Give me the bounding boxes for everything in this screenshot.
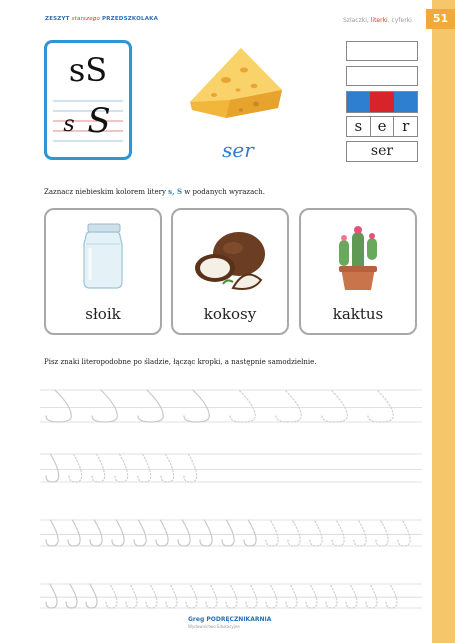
jar-icon (46, 210, 160, 300)
topic-part1: Szlaczki, (343, 17, 369, 24)
trace-shape[interactable] (138, 454, 151, 482)
topic-title (343, 17, 412, 24)
answer-box-1[interactable] (346, 41, 418, 61)
trace-shape[interactable] (398, 520, 410, 546)
letter-card (44, 40, 132, 160)
letter-box: r (393, 117, 417, 136)
trace-shape[interactable] (184, 454, 197, 482)
trace-shape[interactable] (138, 390, 163, 422)
answer-box-2[interactable] (346, 66, 418, 86)
trace-shape[interactable] (92, 390, 117, 422)
trace-shape[interactable] (86, 584, 97, 608)
trace-shape[interactable] (276, 390, 301, 422)
coconut-icon (173, 210, 287, 300)
card-label: kokosy (203, 305, 257, 323)
trace-shape[interactable] (246, 584, 257, 608)
trace-shape[interactable] (184, 390, 209, 422)
series-title-part1: ZESZYT (45, 16, 70, 22)
trace-shape[interactable] (310, 520, 322, 546)
sound-model-cell-3 (394, 92, 417, 112)
task1-text-before: Zaznacz niebieskim kolorem litery (44, 188, 166, 196)
trace-shape[interactable] (66, 584, 77, 608)
trace-shape[interactable] (200, 520, 212, 546)
publisher-logo (188, 616, 271, 630)
trace-shape[interactable] (288, 520, 300, 546)
trace-shape[interactable] (90, 520, 102, 546)
letter-box: e (370, 117, 394, 136)
letter-box: s (354, 117, 363, 135)
sound-model-cell-2 (370, 92, 393, 112)
trace-shape[interactable] (161, 454, 174, 482)
sound-model-cell-1 (347, 92, 370, 112)
trace-shape[interactable] (222, 520, 234, 546)
task1-letters: s, S (168, 187, 183, 196)
task1-instruction (44, 187, 265, 196)
trace-shape[interactable] (46, 454, 59, 482)
task1-text-after: w podanych wyrazach. (184, 188, 265, 196)
trace-shape[interactable] (266, 520, 278, 546)
picture-word (212, 140, 264, 162)
card-label: słoik (85, 305, 121, 323)
trace-shape[interactable] (46, 520, 58, 546)
publisher-name: Greg (188, 616, 205, 623)
trace-shape[interactable] (115, 454, 128, 482)
page-number: 51 (426, 9, 455, 29)
trace-shape[interactable] (326, 584, 337, 608)
word-box: ser (346, 141, 418, 162)
card-label: kaktus (332, 305, 384, 323)
handwriting-lines (47, 43, 129, 157)
series-title (45, 16, 158, 22)
trace-shape[interactable] (92, 454, 105, 482)
series-title-part2: starszego (71, 16, 101, 22)
trace-shape[interactable] (156, 520, 168, 546)
printed-letters: sS (68, 51, 108, 89)
trace-shape[interactable] (386, 584, 397, 608)
trace-shape[interactable] (69, 454, 82, 482)
trace-shape[interactable] (106, 584, 117, 608)
trace-shape[interactable] (146, 584, 157, 608)
trace-shape[interactable] (166, 584, 177, 608)
task2-instruction: Pisz znaki literopodobne po śladzie, łącząc kropki, a następnie samodzielnie. (44, 358, 317, 366)
tracing-area[interactable] (40, 378, 422, 618)
trace-shape[interactable] (266, 584, 277, 608)
trace-shape[interactable] (178, 520, 190, 546)
trace-shape[interactable] (134, 520, 146, 546)
script-letter-big: S (87, 101, 111, 141)
trace-shape[interactable] (286, 584, 297, 608)
brand-sub: Wydawnictwo Edukacyjne (188, 624, 240, 629)
trace-shape[interactable] (368, 390, 393, 422)
script-letter-small: s (63, 112, 75, 137)
trace-shape[interactable] (68, 520, 80, 546)
cactus-icon (301, 210, 415, 300)
trace-shape[interactable] (322, 390, 347, 422)
series-title-part3: PRZEDSZKOLAKA (102, 16, 159, 22)
sound-model (346, 91, 418, 113)
card-kaktus[interactable] (299, 208, 417, 335)
card-sloik[interactable] (44, 208, 162, 335)
side-stripe (432, 0, 455, 643)
trace-shape[interactable] (186, 584, 197, 608)
trace-shape[interactable] (46, 390, 71, 422)
trace-shape[interactable] (366, 584, 377, 608)
trace-shape[interactable] (306, 584, 317, 608)
picture-word-text: ser (222, 140, 254, 162)
trace-shape[interactable] (126, 584, 137, 608)
trace-shape[interactable] (112, 520, 124, 546)
cheese-image (186, 40, 286, 120)
topic-part2: literki (370, 17, 388, 24)
trace-shape[interactable] (376, 520, 388, 546)
trace-shape[interactable] (332, 520, 344, 546)
trace-shape[interactable] (346, 584, 357, 608)
trace-shape[interactable] (46, 584, 57, 608)
trace-shape[interactable] (206, 584, 217, 608)
trace-shape[interactable] (230, 390, 255, 422)
card-kokosy[interactable] (171, 208, 289, 335)
trace-shape[interactable] (244, 520, 256, 546)
trace-shape[interactable] (226, 584, 237, 608)
brand-name: PODRĘCZNIKARNIA (206, 616, 272, 623)
trace-shape[interactable] (354, 520, 366, 546)
letter-boxes (346, 116, 418, 137)
topic-part3: , cyferki (387, 17, 412, 24)
